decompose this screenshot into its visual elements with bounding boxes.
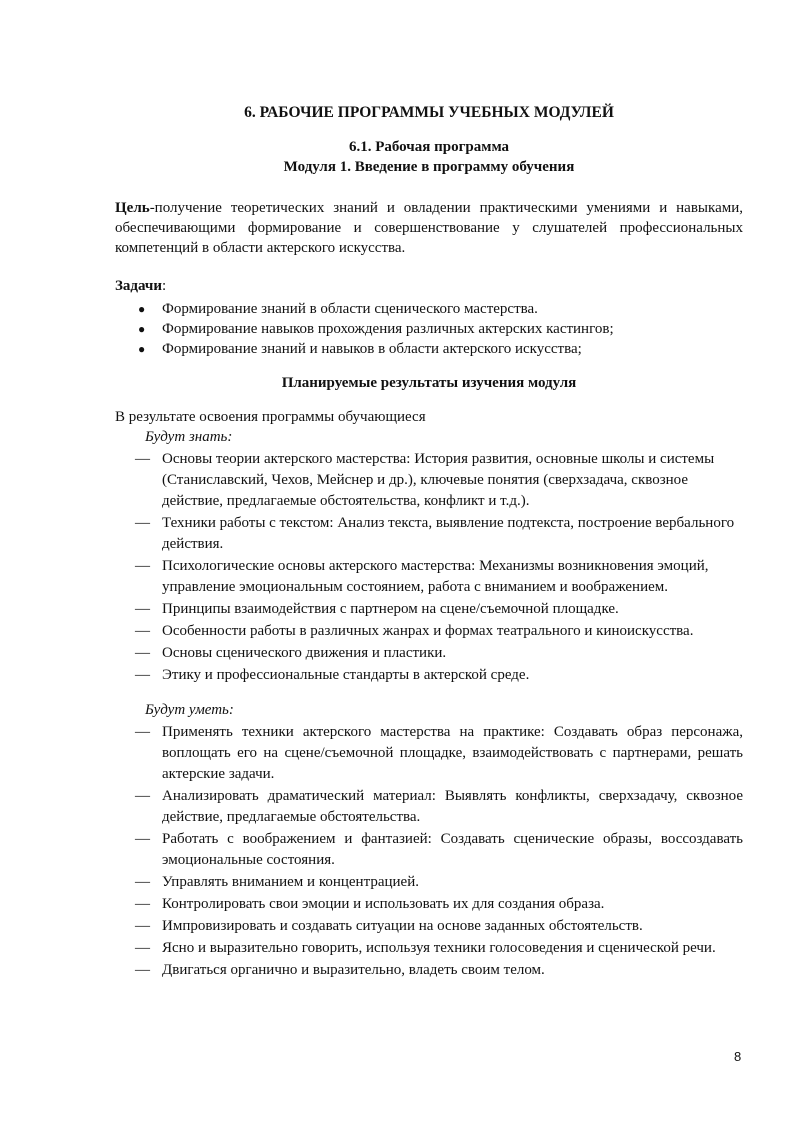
results-intro: В результате освоения программы обучающиеся (115, 409, 426, 425)
list-item-text: Основы теории актерского мастерства: История развития, основные школы и системы (Станиславский, Чехов, Мейснер и др.), ключевые понятия (сверхзадача, сквозное действие, предлагаемые обстоятельства, конфликт и т.д.). (162, 451, 715, 509)
dash-icon: — (135, 788, 150, 804)
goal-text: -получение теоретических знаний и овладении практическими умениями и навыками, обеспечивающими формирование и совершенствование у слушателей профессиональных компетенций в области актерского искусства. (115, 200, 743, 256)
document-page (115, 103, 743, 982)
program-title-line-1: 6.1. Рабочая программа (348, 139, 510, 155)
list-item-text: Формирование навыков прохождения различных актерских кастингов; (162, 321, 614, 337)
list-item-text: Особенности работы в различных жанрах и формах театрального и киноискусства. (162, 623, 694, 639)
list-item (115, 513, 743, 555)
list-item-text: Этику и профессиональные стандарты в актерской среде. (162, 667, 530, 683)
know-label: Будут знать: (145, 429, 233, 445)
program-title-line-2: Модуля 1. Введение в программу обучения (283, 159, 575, 175)
dash-icon: — (135, 896, 150, 912)
list-item (115, 722, 743, 785)
list-item (115, 319, 743, 339)
dash-icon: — (135, 724, 150, 740)
dash-icon: — (135, 623, 150, 639)
dash-icon: — (135, 667, 150, 683)
dash-icon: — (135, 940, 150, 956)
list-item-text: Работать с воображением и фантазией: Создавать сценические образы, воссоздавать эмоциональные состояния. (162, 831, 743, 868)
list-item (115, 938, 743, 959)
list-item (115, 829, 743, 871)
list-item-text: Ясно и выразительно говорить, используя техники голосоведения и сценической речи. (162, 940, 716, 956)
list-item-text: Принципы взаимодействия с партнером на сцене/съемочной площадке. (162, 601, 619, 617)
list-item-text: Импровизировать и создавать ситуации на основе заданных обстоятельств. (162, 918, 643, 934)
list-item (115, 643, 743, 664)
dash-icon: — (135, 451, 150, 467)
can-list (115, 722, 743, 981)
results-heading: Планируемые результаты изучения модуля (281, 375, 577, 391)
list-item-text: Контролировать свои эмоции и использовать их для создания образа. (162, 896, 605, 912)
list-item-text: Применять техники актерского мастерства на практике: Создавать образ персонажа, воплощать его на сцене/съемочной площадке, взаимодействовать с партнерами, решать актерские задачи. (162, 724, 743, 782)
list-item (115, 665, 743, 686)
program-title (115, 137, 743, 177)
list-item-text: Психологические основы актерского мастерства: Механизмы возникновения эмоций, управление эмоциональным состоянием, работа с вниманием и воображением. (162, 558, 709, 595)
can-label: Будут уметь: (145, 702, 234, 718)
tasks-list (115, 299, 743, 359)
bullet-icon: ● (138, 342, 146, 356)
list-item (115, 621, 743, 642)
bullet-icon: ● (138, 322, 146, 336)
list-item (115, 894, 743, 915)
list-item (115, 599, 743, 620)
list-item-text: Формирование знаний в области сценического мастерства. (162, 301, 538, 317)
list-item (115, 786, 743, 828)
list-item (115, 916, 743, 937)
list-item (115, 449, 743, 512)
list-item (115, 339, 743, 359)
list-item-text: Управлять вниманием и концентрацией. (162, 874, 419, 890)
dash-icon: — (135, 962, 150, 978)
goal-paragraph (115, 198, 743, 258)
goal-label: Цель (115, 200, 150, 216)
know-list (115, 449, 743, 686)
list-item-text: Техники работы с текстом: Анализ текста, выявление подтекста, построение вербального действия. (162, 515, 735, 552)
list-item (115, 299, 743, 319)
tasks-colon: : (162, 278, 167, 294)
list-item-text: Двигаться органично и выразительно, владеть своим телом. (162, 962, 545, 978)
list-item (115, 556, 743, 598)
list-item-text: Основы сценического движения и пластики. (162, 645, 447, 661)
dash-icon: — (135, 831, 150, 847)
list-item-text: Формирование знаний и навыков в области актерского искусства; (162, 341, 582, 357)
section-title: 6. РАБОЧИЕ ПРОГРАММЫ УЧЕБНЫХ МОДУЛЕЙ (244, 104, 614, 121)
dash-icon: — (135, 645, 150, 661)
dash-icon: — (135, 874, 150, 890)
dash-icon: — (135, 601, 150, 617)
dash-icon: — (135, 918, 150, 934)
tasks-label: Задачи (115, 278, 163, 294)
dash-icon: — (135, 558, 150, 574)
tasks-heading (115, 276, 743, 296)
list-item (115, 960, 743, 981)
bullet-icon: ● (138, 302, 146, 316)
list-item-text: Анализировать драматический материал: Выявлять конфликты, сверхзадачу, сквозное действие, предлагаемые обстоятельства. (162, 788, 743, 825)
list-item (115, 872, 743, 893)
dash-icon: — (135, 515, 150, 531)
page-number: 8 (734, 1049, 742, 1064)
